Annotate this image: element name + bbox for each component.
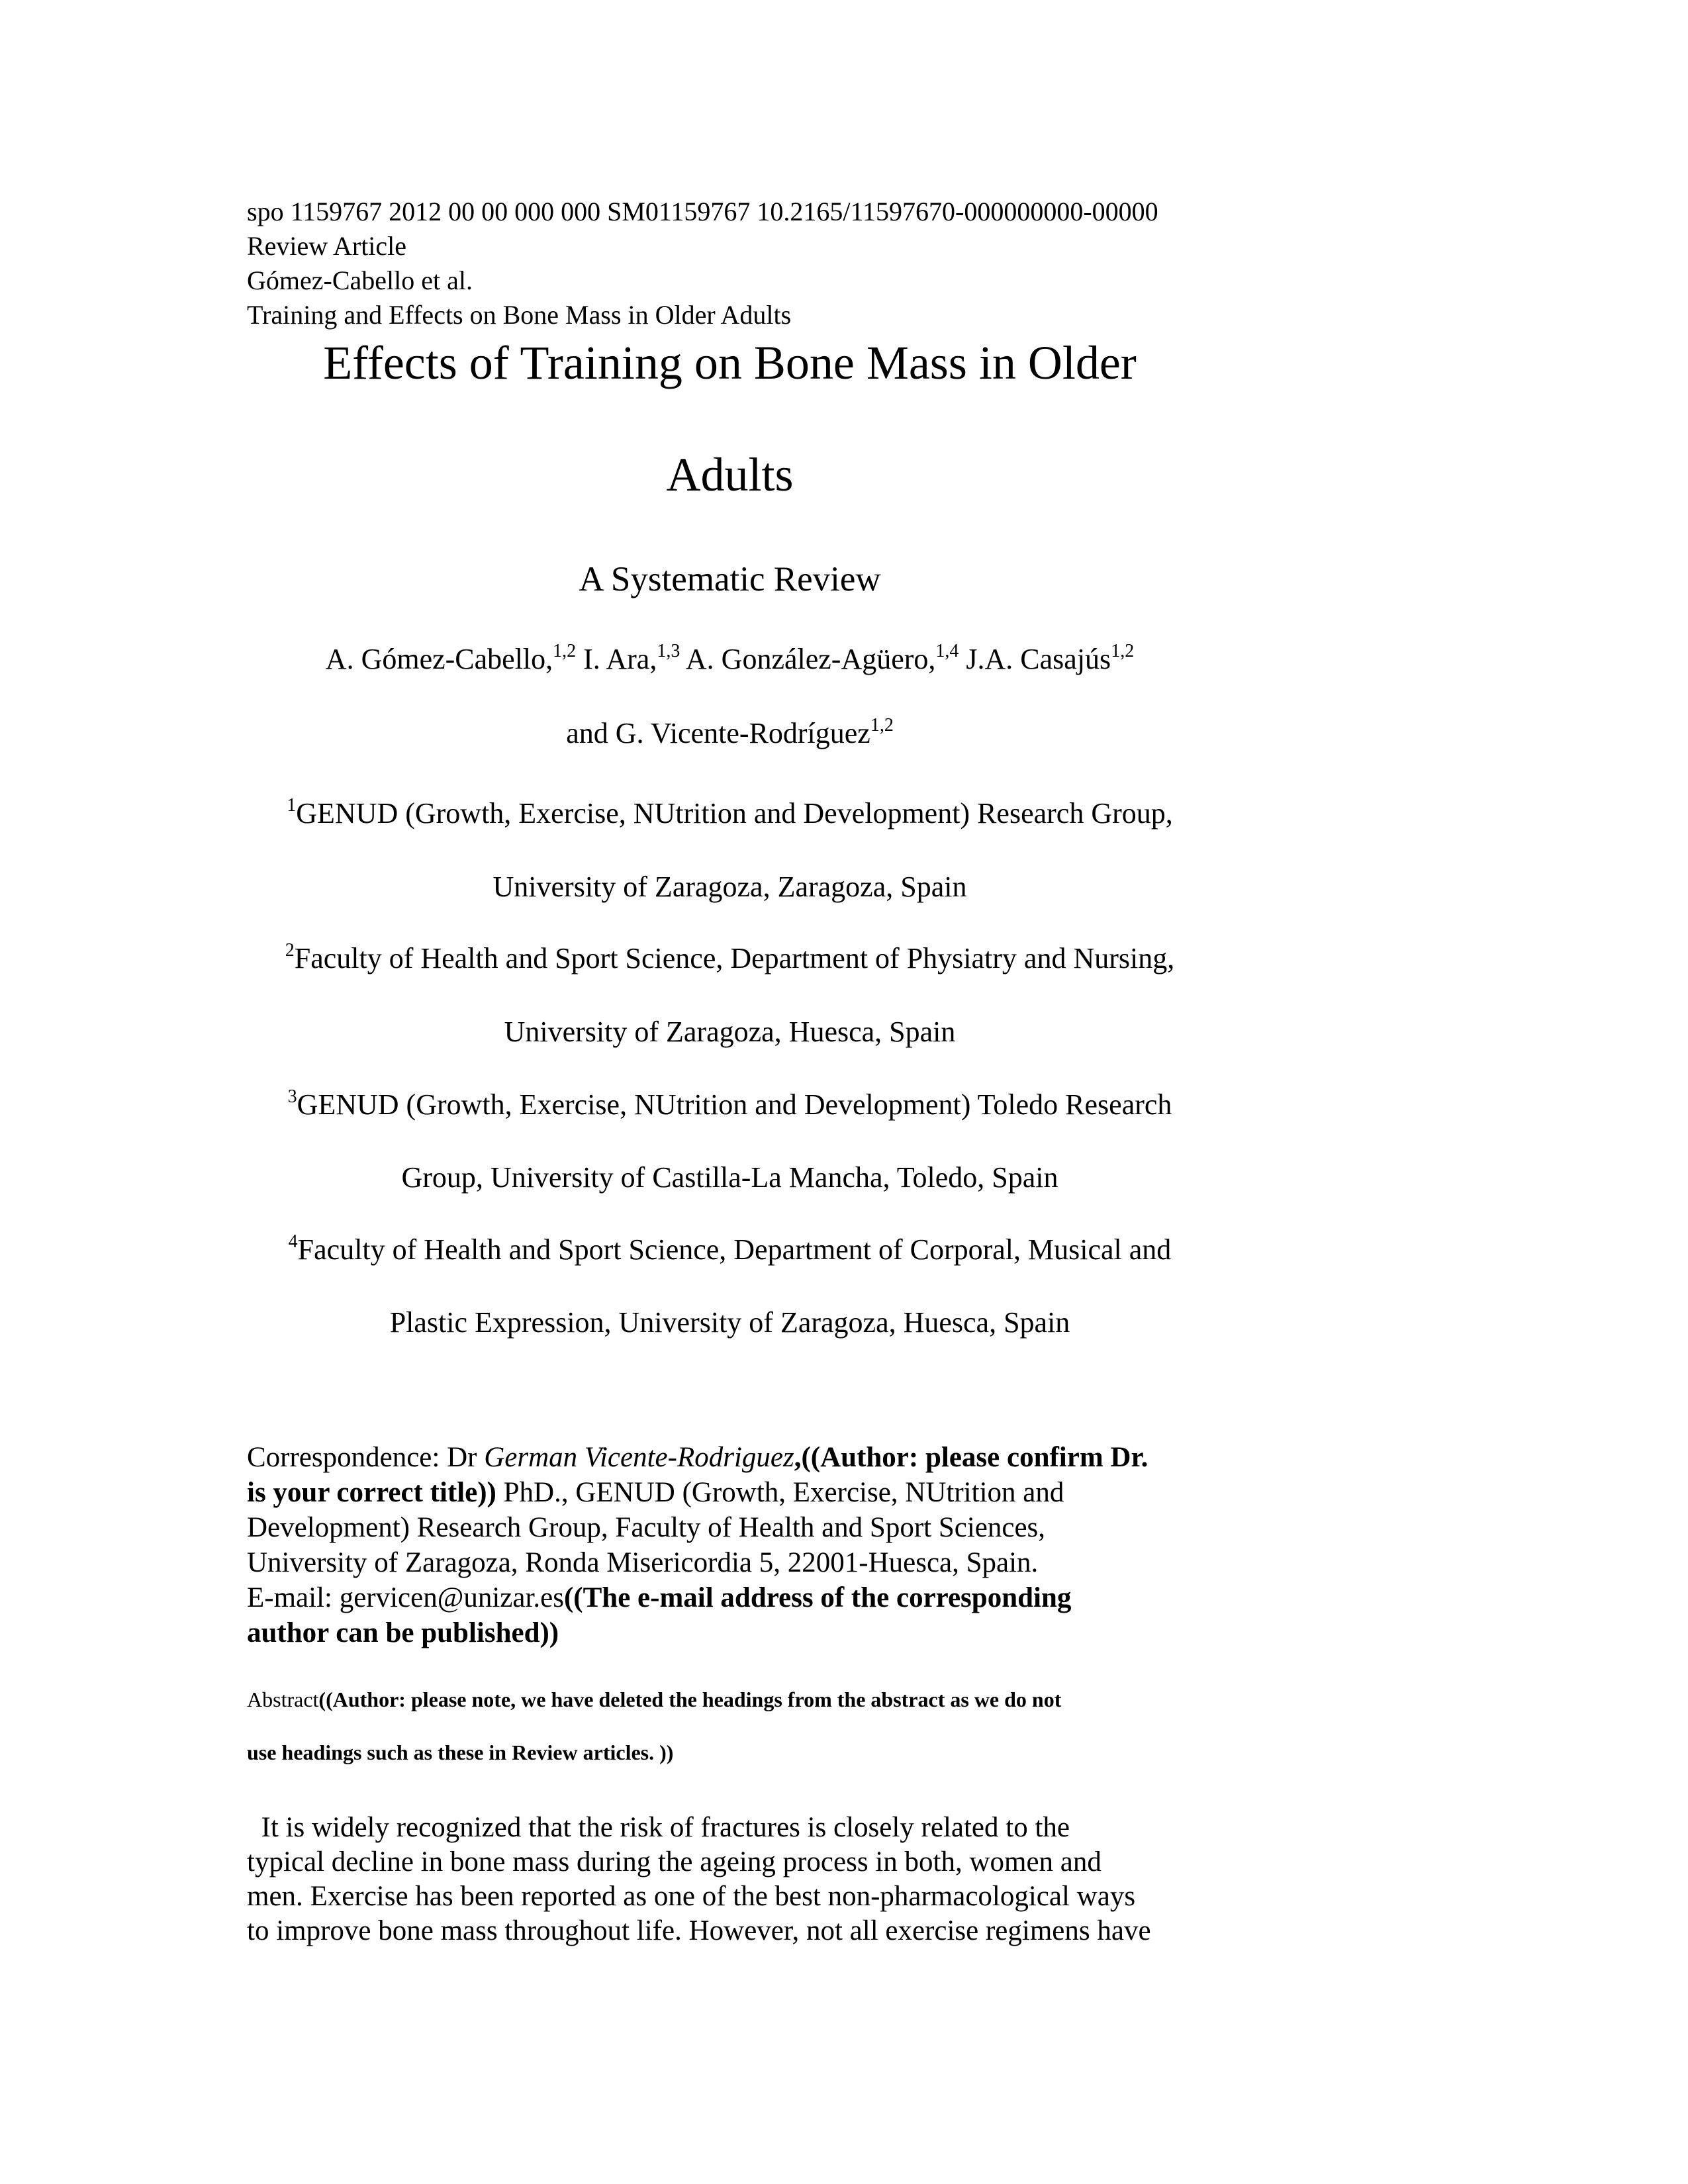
editor-query-email: ((The e-mail address of the corresponding [563, 1582, 1072, 1613]
correspondence-label: Correspondence: Dr [247, 1442, 485, 1473]
abstract-body [247, 1811, 1240, 1948]
author-name: and G. Vicente-Rodríguez [566, 717, 870, 749]
running-title: Training and Effects on Bone Mass in Older Adults [247, 300, 792, 330]
affiliation-2-line-2: University of Zaragoza, Huesca, Spain [504, 1016, 956, 1048]
editor-query-email-cont: author can be published)) [247, 1617, 559, 1648]
affiliation-4-line-2: Plastic Expression, University of Zaragoza, Huesca, Spain [389, 1306, 1070, 1339]
affiliation-2-line-1 [0, 941, 1460, 980]
correspondence-line-4: University of Zaragoza, Ronda Misericordia 5, 22001-Huesca, Spain. [247, 1547, 1039, 1578]
author-name: J.A. Casajús [959, 643, 1111, 675]
editor-query-title: ,((Author: please confirm Dr. [794, 1442, 1149, 1473]
affiliation-1-line-2: University of Zaragoza, Zaragoza, Spain [492, 871, 967, 903]
article-subtitle: A Systematic Review [579, 560, 881, 598]
correspondence-email: E-mail: gervicen@unizar.es [247, 1582, 564, 1613]
correspondence-block [247, 1440, 1240, 1650]
affiliation-1-line-1 [0, 796, 1460, 835]
affiliation-3-line-2: Group, University of Castilla-La Mancha, Toledo, Spain [401, 1161, 1058, 1194]
abstract-label: Abstract [247, 1687, 319, 1711]
article-title-line-1: Effects of Training on Bone Mass in Older [323, 336, 1137, 389]
abstract-line: men. Exercise has been reported as one of the best non-pharmacological ways [247, 1881, 1136, 1912]
authors-line-1 [0, 642, 1460, 681]
author-affiliation-sup: 1,2 [870, 715, 894, 736]
abstract-line: typical decline in bone mass during the ageing process in both, women and [247, 1846, 1102, 1877]
manuscript-id: spo 1159767 2012 00 00 000 000 SM01159767 10.2165/11597670-000000000-00000 [247, 197, 1158, 226]
affiliation-4-line-1 [0, 1233, 1460, 1271]
editor-query-abstract: ((Author: please note, we have deleted the headings from the abstract as we do not [318, 1687, 1062, 1711]
author-affiliation-sup: 1,2 [553, 641, 577, 661]
affiliation-text: GENUD (Growth, Exercise, NUtrition and Development) Research Group, [296, 797, 1173, 830]
author-affiliation-sup: 1,4 [935, 641, 959, 661]
editor-query-title-cont: is your correct title)) [247, 1477, 496, 1508]
affiliation-number: 2 [285, 940, 295, 961]
author-name: A. Gómez-Cabello, [325, 643, 553, 675]
author-name: I. Ara, [576, 643, 657, 675]
author-affiliation-sup: 1,3 [657, 641, 680, 661]
correspondence-affiliation: PhD., GENUD (Growth, Exercise, NUtrition and [496, 1477, 1064, 1508]
affiliation-number: 3 [287, 1086, 297, 1107]
affiliation-3-line-1 [0, 1088, 1460, 1126]
editor-query-abstract-cont: use headings such as these in Review articles. )) [247, 1740, 674, 1764]
author-name: A. González-Agüero, [680, 643, 936, 675]
affiliation-text: Faculty of Health and Sport Science, Department of Corporal, Musical and [297, 1233, 1172, 1266]
author-affiliation-sup: 1,2 [1111, 641, 1135, 661]
affiliation-text: Faculty of Health and Sport Science, Department of Physiatry and Nursing, [294, 942, 1175, 974]
correspondence-name: German Vicente-Rodriguez [484, 1442, 794, 1473]
authors-line-2 [0, 716, 1460, 755]
affiliation-text: GENUD (Growth, Exercise, NUtrition and Development) Toledo Research [297, 1088, 1172, 1121]
manuscript-header [247, 195, 1227, 332]
correspondence-line-2 [247, 1475, 1240, 1510]
correspondence-line-3: Development) Research Group, Faculty of Health and Sport Sciences, [247, 1512, 1046, 1543]
affiliation-number: 1 [287, 795, 297, 816]
affiliation-number: 4 [288, 1231, 298, 1252]
abstract-line: to improve bone mass throughout life. However, not all exercise regimens have [247, 1915, 1151, 1946]
correspondence-line-5 [247, 1580, 1240, 1615]
article-title-line-2: Adults [666, 448, 794, 501]
article-type: Review Article [247, 231, 407, 261]
abstract-line: It is widely recognized that the risk of fractures is closely related to the [247, 1812, 1070, 1843]
running-authors: Gómez-Cabello et al. [247, 265, 473, 295]
abstract-heading-line-1 [247, 1686, 1240, 1713]
correspondence-line-1 [247, 1440, 1240, 1475]
